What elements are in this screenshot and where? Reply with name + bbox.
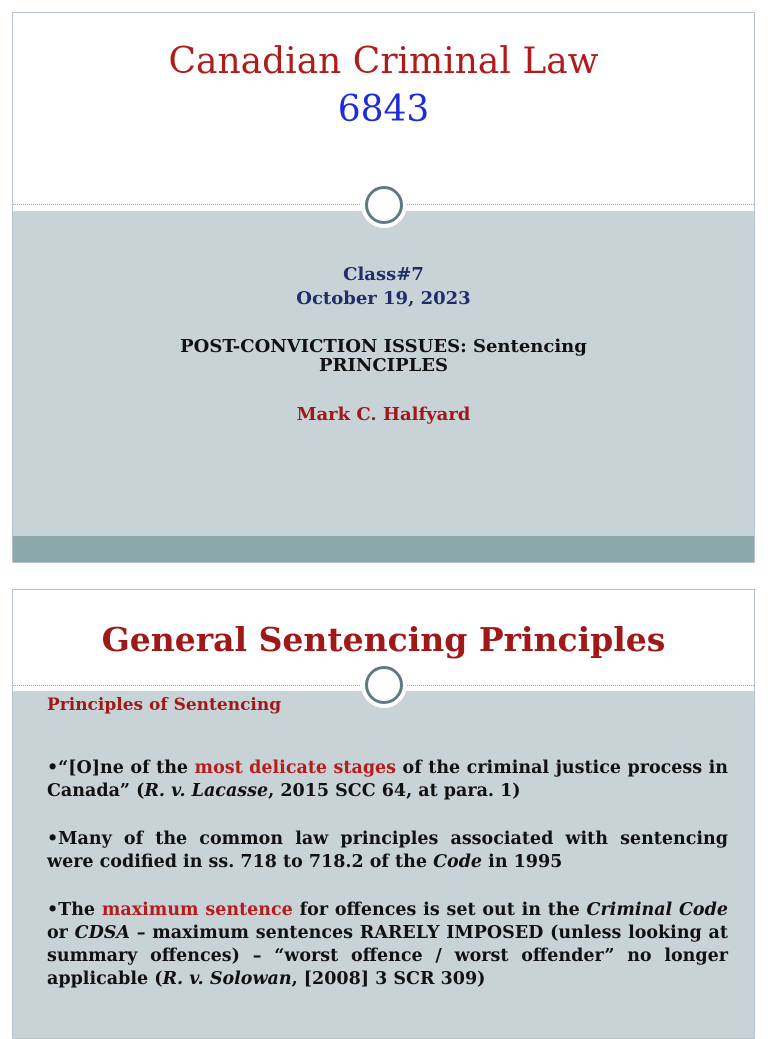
section-subheading: Principles of Sentencing bbox=[47, 695, 282, 715]
bullet-codification: •Many of the common law principles associated with sentencing were codified in ss. 718 to 718.2 of the Code in 1995 bbox=[47, 829, 728, 872]
slide-2 bbox=[12, 589, 755, 1039]
footer-bar bbox=[13, 536, 754, 562]
author-name: Mark C. Halfyard bbox=[296, 404, 471, 425]
bullet-maximum-sentence: •The maximum sentence for offences is set out in the Criminal Code or CDSA – maximum sentences RARELY IMPOSED (unless looking at summary offences) – “worst offence / worst offender” no longer applicable (R. v. Solowan, [2008] 3 SCR 309) bbox=[47, 900, 728, 989]
topic-line-2: PRINCIPLES bbox=[318, 355, 449, 376]
case-citation: R. v. Solowan bbox=[162, 969, 292, 989]
class-date: October 19, 2023 bbox=[296, 288, 471, 309]
topic-line-1: POST-CONVICTION ISSUES: Sentencing bbox=[180, 336, 587, 357]
slide-2-title: General Sentencing Principles bbox=[101, 620, 666, 659]
slide-1-body bbox=[13, 211, 754, 537]
circle-ornament-icon bbox=[365, 666, 403, 704]
slide-1-title-area bbox=[13, 13, 754, 206]
slide-1 bbox=[12, 12, 755, 563]
course-number: 6843 bbox=[337, 89, 430, 130]
class-label: Class#7 bbox=[343, 264, 424, 285]
highlight-text: maximum sentence bbox=[101, 900, 293, 920]
bullet-lacasse: •“[O]ne of the most delicate stages of the criminal justice process in Canada” (R. v. Lacasse, 2015 SCC 64, at para. 1) bbox=[47, 758, 728, 801]
case-citation: R. v. Lacasse bbox=[144, 781, 269, 801]
highlight-text: most delicate stages bbox=[194, 758, 397, 778]
slide-1-title: Canadian Criminal Law bbox=[168, 41, 599, 82]
circle-ornament-icon bbox=[365, 186, 403, 224]
